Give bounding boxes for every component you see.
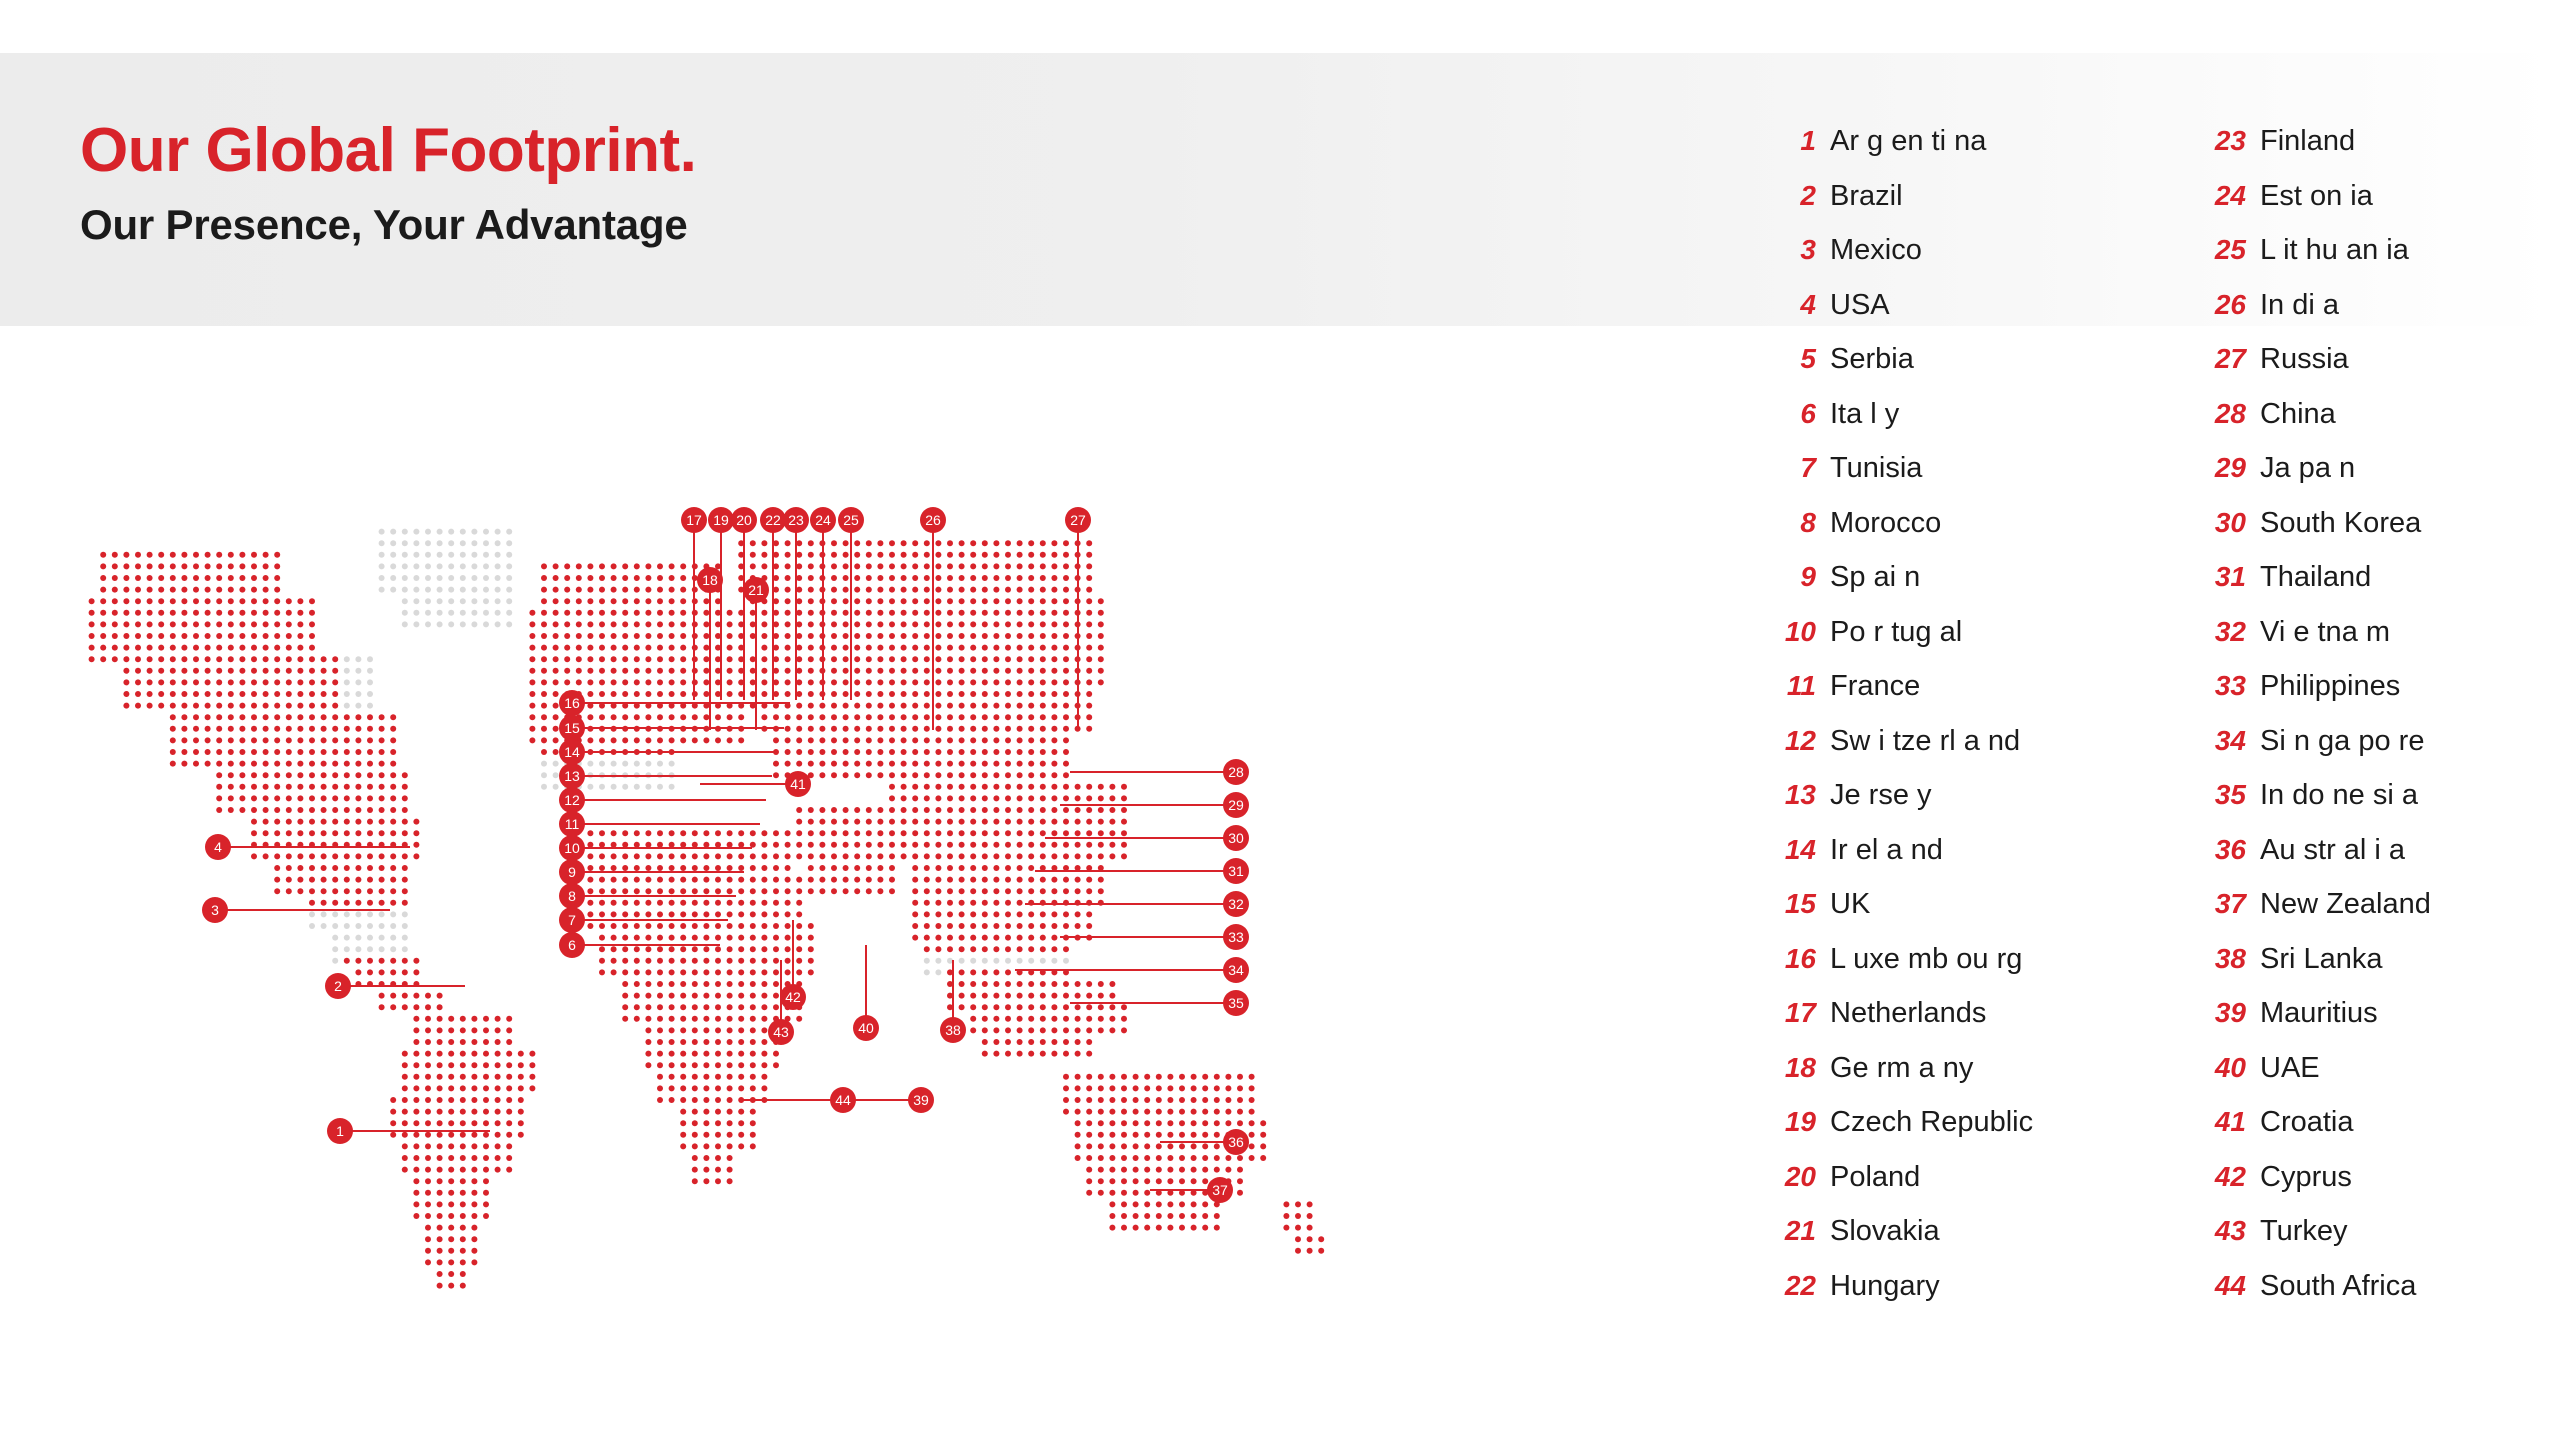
legend-item-label: Ita l y bbox=[1830, 397, 1900, 430]
legend-item-label: Serbia bbox=[1830, 343, 1914, 375]
legend-column-1 bbox=[1770, 125, 2033, 1324]
legend-item-label: Mexico bbox=[1830, 234, 1922, 266]
map-marker-number: 18 bbox=[702, 572, 718, 588]
legend-item-label: USA bbox=[1830, 288, 1890, 321]
legend-item-label: Po r tug al bbox=[1830, 615, 1963, 648]
legend-item-number: 7 bbox=[1800, 452, 1816, 483]
header-text-block bbox=[80, 118, 696, 249]
map-marker-number: 14 bbox=[564, 744, 580, 760]
legend-item-label: China bbox=[2260, 397, 2336, 430]
map-marker-number: 36 bbox=[1228, 1134, 1244, 1150]
legend-item-number: 15 bbox=[1784, 888, 1816, 919]
legend-item bbox=[2200, 180, 2431, 224]
legend-item bbox=[2200, 398, 2431, 442]
legend-item bbox=[1770, 343, 2033, 387]
map-marker-number: 13 bbox=[564, 768, 580, 784]
map-marker-number: 6 bbox=[568, 937, 576, 953]
map-marker[interactable] bbox=[743, 577, 769, 603]
legend-item-number: 30 bbox=[2214, 506, 2246, 538]
legend-item-number: 14 bbox=[1784, 833, 1816, 865]
legend-item-label: France bbox=[1830, 670, 1921, 702]
map-marker[interactable] bbox=[1223, 792, 1249, 818]
country-legend bbox=[1770, 125, 2530, 1325]
legend-item-label: Thailand bbox=[2260, 561, 2372, 593]
legend-item-number: 40 bbox=[2214, 1051, 2246, 1083]
legend-item-label: South Africa bbox=[2260, 1269, 2417, 1302]
map-marker-number: 26 bbox=[925, 512, 941, 528]
map-marker[interactable] bbox=[838, 507, 864, 533]
legend-item bbox=[1770, 234, 2033, 278]
legend-item-label: Vi e tna m bbox=[2260, 615, 2391, 648]
map-marker-number: 30 bbox=[1228, 830, 1244, 846]
map-marker-number: 2 bbox=[334, 978, 342, 994]
map-marker[interactable] bbox=[731, 507, 757, 533]
map-marker-number: 42 bbox=[785, 989, 801, 1005]
legend-item-number: 12 bbox=[1784, 724, 1816, 756]
legend-item-label: Ar g en ti na bbox=[1830, 125, 1987, 157]
world-map-svg bbox=[60, 400, 1760, 1300]
map-marker-number: 35 bbox=[1228, 995, 1244, 1011]
map-marker[interactable] bbox=[708, 507, 734, 533]
map-marker-number: 3 bbox=[211, 902, 219, 918]
legend-item bbox=[2200, 1161, 2431, 1205]
legend-item-label: In do ne si a bbox=[2260, 779, 2418, 811]
legend-item-label: Au str al i a bbox=[2260, 833, 2406, 866]
legend-item-number: 27 bbox=[2214, 343, 2246, 374]
map-marker[interactable] bbox=[785, 771, 811, 797]
legend-item bbox=[1770, 1161, 2033, 1205]
legend-item-number: 11 bbox=[1786, 670, 1816, 701]
legend-item bbox=[2200, 1270, 2431, 1314]
map-marker[interactable] bbox=[853, 1015, 879, 1041]
legend-item bbox=[1770, 1215, 2033, 1259]
map-marker-number: 41 bbox=[790, 776, 806, 792]
legend-item-number: 20 bbox=[1784, 1160, 1816, 1192]
map-marker[interactable] bbox=[559, 883, 585, 909]
legend-item-label: Sri Lanka bbox=[2260, 942, 2383, 975]
map-marker[interactable] bbox=[327, 1118, 353, 1144]
legend-item-number: 6 bbox=[1800, 397, 1816, 429]
legend-item bbox=[1770, 180, 2033, 224]
map-marker[interactable] bbox=[810, 507, 836, 533]
map-marker[interactable] bbox=[1223, 858, 1249, 884]
legend-item-number: 1 bbox=[1800, 125, 1816, 156]
map-marker[interactable] bbox=[559, 932, 585, 958]
map-marker[interactable] bbox=[1223, 990, 1249, 1016]
legend-item-number: 9 bbox=[1800, 561, 1816, 592]
map-marker-number: 16 bbox=[564, 695, 580, 711]
map-marker[interactable] bbox=[783, 507, 809, 533]
map-marker-number: 17 bbox=[686, 512, 702, 528]
map-marker-number: 12 bbox=[564, 792, 580, 808]
legend-item bbox=[1770, 834, 2033, 878]
map-marker[interactable] bbox=[559, 715, 585, 741]
legend-item-number: 5 bbox=[1800, 343, 1816, 374]
legend-item bbox=[1770, 670, 2033, 714]
legend-item bbox=[1770, 289, 2033, 333]
legend-item bbox=[2200, 779, 2431, 823]
legend-item-number: 18 bbox=[1784, 1051, 1816, 1083]
map-marker-number: 39 bbox=[913, 1092, 929, 1108]
map-marker-number: 8 bbox=[568, 888, 576, 904]
page-subtitle: Our Presence, Your Advantage bbox=[80, 201, 688, 249]
legend-item bbox=[1770, 1106, 2033, 1150]
legend-item-label: Netherlands bbox=[1830, 997, 1987, 1029]
legend-item-number: 4 bbox=[1800, 288, 1816, 320]
map-marker-number: 33 bbox=[1228, 929, 1244, 945]
legend-item-label: Hungary bbox=[1830, 1269, 1940, 1302]
legend-item-label: L it hu an ia bbox=[2260, 234, 2409, 266]
legend-item-number: 34 bbox=[2214, 724, 2246, 756]
map-marker[interactable] bbox=[559, 811, 585, 837]
map-marker-number: 27 bbox=[1070, 512, 1086, 528]
legend-item-number: 29 bbox=[2214, 452, 2246, 483]
map-marker[interactable] bbox=[559, 763, 585, 789]
legend-item-label: Ir el a nd bbox=[1830, 833, 1943, 866]
map-marker-number: 29 bbox=[1228, 797, 1244, 813]
legend-item bbox=[1770, 616, 2033, 660]
map-marker[interactable] bbox=[940, 1017, 966, 1043]
legend-item-number: 8 bbox=[1800, 506, 1816, 538]
legend-item-label: UAE bbox=[2260, 1051, 2320, 1084]
legend-item bbox=[1770, 779, 2033, 823]
map-marker[interactable] bbox=[1223, 759, 1249, 785]
legend-item bbox=[2200, 1215, 2431, 1259]
map-marker-number: 37 bbox=[1212, 1182, 1228, 1198]
map-marker[interactable] bbox=[1223, 957, 1249, 983]
map-marker[interactable] bbox=[1065, 507, 1091, 533]
map-marker-number: 1 bbox=[336, 1123, 344, 1139]
legend-item-label: Philippines bbox=[2260, 670, 2401, 702]
map-dots-active bbox=[89, 540, 1325, 1288]
legend-item bbox=[2200, 616, 2431, 660]
legend-item-label: Mauritius bbox=[2260, 997, 2378, 1029]
legend-item bbox=[1770, 997, 2033, 1041]
map-marker[interactable] bbox=[202, 897, 228, 923]
map-marker[interactable] bbox=[681, 507, 707, 533]
map-marker-number: 32 bbox=[1228, 896, 1244, 912]
legend-item-label: Czech Republic bbox=[1830, 1106, 2034, 1138]
legend-item bbox=[1770, 888, 2033, 932]
map-marker[interactable] bbox=[559, 690, 585, 716]
map-marker-number: 20 bbox=[736, 512, 752, 528]
legend-item bbox=[2200, 834, 2431, 878]
legend-item-label: L uxe mb ou rg bbox=[1830, 942, 2023, 975]
legend-item bbox=[1770, 452, 2033, 496]
legend-item-label: Slovakia bbox=[1830, 1215, 1940, 1247]
map-marker[interactable] bbox=[768, 1019, 794, 1045]
map-marker-number: 25 bbox=[843, 512, 859, 528]
legend-item-label: Poland bbox=[1830, 1160, 1921, 1193]
legend-item-label: Je rse y bbox=[1830, 779, 1932, 811]
legend-item bbox=[2200, 507, 2431, 551]
legend-item bbox=[1770, 398, 2033, 442]
map-marker[interactable] bbox=[1223, 924, 1249, 950]
legend-item-number: 39 bbox=[2214, 997, 2246, 1028]
legend-item-label: Cyprus bbox=[2260, 1160, 2352, 1193]
map-marker-number: 19 bbox=[713, 512, 729, 528]
legend-item bbox=[1770, 507, 2033, 551]
legend-item-label: Est on ia bbox=[2260, 179, 2373, 212]
map-marker-number: 23 bbox=[788, 512, 804, 528]
map-marker-number: 21 bbox=[748, 582, 764, 598]
legend-item-label: New Zealand bbox=[2260, 888, 2431, 920]
legend-item bbox=[1770, 943, 2033, 987]
map-marker[interactable] bbox=[920, 507, 946, 533]
legend-item-number: 19 bbox=[1784, 1106, 1816, 1137]
legend-column-2 bbox=[2200, 125, 2431, 1324]
legend-item-label: Si n ga po re bbox=[2260, 724, 2425, 757]
legend-item-label: Brazil bbox=[1830, 179, 1903, 212]
legend-item bbox=[2200, 725, 2431, 769]
legend-item bbox=[2200, 561, 2431, 605]
legend-item bbox=[1770, 725, 2033, 769]
legend-item-number: 28 bbox=[2214, 397, 2246, 429]
legend-item bbox=[1770, 561, 2033, 605]
map-marker-number: 34 bbox=[1228, 962, 1244, 978]
legend-item-label: Tunisia bbox=[1830, 452, 1923, 484]
legend-item-label: Russia bbox=[2260, 343, 2349, 375]
map-marker-number: 28 bbox=[1228, 764, 1244, 780]
legend-item-number: 23 bbox=[2214, 125, 2246, 156]
legend-item-label: Sw i tze rl a nd bbox=[1830, 724, 2021, 757]
legend-item-number: 31 bbox=[2214, 561, 2246, 592]
map-marker[interactable] bbox=[205, 834, 231, 860]
map-marker-number: 40 bbox=[858, 1020, 874, 1036]
map-marker-number: 7 bbox=[568, 912, 576, 928]
map-marker[interactable] bbox=[697, 567, 723, 593]
map-marker[interactable] bbox=[559, 739, 585, 765]
legend-item-number: 44 bbox=[2214, 1269, 2246, 1301]
legend-item-number: 35 bbox=[2214, 779, 2246, 810]
legend-item-number: 32 bbox=[2214, 615, 2246, 647]
legend-item-label: Turkey bbox=[2260, 1215, 2348, 1247]
legend-item-number: 2 bbox=[1800, 179, 1816, 211]
map-marker-number: 22 bbox=[765, 512, 781, 528]
legend-item-number: 22 bbox=[1784, 1269, 1816, 1301]
legend-item bbox=[2200, 888, 2431, 932]
page-title: Our Global Footprint. bbox=[80, 116, 697, 185]
map-marker[interactable] bbox=[1223, 825, 1249, 851]
legend-item bbox=[1770, 1270, 2033, 1314]
legend-item-label: Ja pa n bbox=[2260, 452, 2356, 484]
map-marker[interactable] bbox=[1223, 1129, 1249, 1155]
legend-item-number: 43 bbox=[2214, 1215, 2246, 1246]
legend-item bbox=[1770, 125, 2033, 169]
map-marker-number: 24 bbox=[815, 512, 831, 528]
legend-item-number: 3 bbox=[1800, 234, 1816, 265]
map-marker[interactable] bbox=[830, 1087, 856, 1113]
legend-item-label: UK bbox=[1830, 888, 1871, 920]
legend-item-label: Croatia bbox=[2260, 1106, 2354, 1138]
legend-item-label: Finland bbox=[2260, 125, 2356, 157]
map-marker-number: 4 bbox=[214, 839, 222, 855]
legend-item-number: 10 bbox=[1784, 615, 1816, 647]
legend-item-number: 26 bbox=[2214, 288, 2246, 320]
legend-item-number: 42 bbox=[2214, 1160, 2246, 1192]
map-marker-number: 43 bbox=[773, 1024, 789, 1040]
map-marker-number: 31 bbox=[1228, 863, 1244, 879]
legend-item-number: 25 bbox=[2214, 234, 2246, 265]
legend-item bbox=[2200, 997, 2431, 1041]
legend-item-number: 21 bbox=[1784, 1215, 1816, 1246]
legend-item bbox=[2200, 943, 2431, 987]
legend-item-number: 37 bbox=[2214, 888, 2246, 919]
legend-item bbox=[2200, 234, 2431, 278]
legend-item bbox=[1770, 1052, 2033, 1096]
legend-item bbox=[2200, 452, 2431, 496]
map-marker-number: 38 bbox=[945, 1022, 961, 1038]
legend-item bbox=[2200, 1106, 2431, 1150]
map-marker[interactable] bbox=[559, 859, 585, 885]
legend-item-number: 24 bbox=[2214, 179, 2246, 211]
map-marker[interactable] bbox=[1223, 891, 1249, 917]
map-marker-number: 10 bbox=[564, 840, 580, 856]
legend-item-number: 36 bbox=[2214, 833, 2246, 865]
legend-item-number: 38 bbox=[2214, 942, 2246, 974]
map-marker-number: 44 bbox=[835, 1092, 851, 1108]
legend-item bbox=[2200, 343, 2431, 387]
legend-item bbox=[2200, 125, 2431, 169]
legend-item-label: Sp ai n bbox=[1830, 561, 1921, 593]
world-map bbox=[60, 400, 1760, 1300]
legend-item-label: Ge rm a ny bbox=[1830, 1051, 1974, 1084]
legend-item-number: 16 bbox=[1784, 942, 1816, 974]
legend-item-number: 13 bbox=[1784, 779, 1816, 810]
map-marker[interactable] bbox=[559, 835, 585, 861]
map-marker-number: 15 bbox=[564, 720, 580, 736]
map-marker[interactable] bbox=[908, 1087, 934, 1113]
map-marker[interactable] bbox=[325, 973, 351, 999]
legend-item-label: In di a bbox=[2260, 288, 2339, 321]
legend-item-number: 41 bbox=[2214, 1106, 2246, 1137]
map-marker-number: 11 bbox=[564, 816, 580, 832]
map-marker[interactable] bbox=[780, 984, 806, 1010]
map-marker[interactable] bbox=[559, 787, 585, 813]
legend-item-number: 17 bbox=[1784, 997, 1816, 1028]
map-marker-number: 9 bbox=[568, 864, 576, 880]
map-marker[interactable] bbox=[1207, 1177, 1233, 1203]
legend-item bbox=[2200, 289, 2431, 333]
legend-item bbox=[2200, 670, 2431, 714]
legend-item bbox=[2200, 1052, 2431, 1096]
legend-item-number: 33 bbox=[2214, 670, 2246, 701]
legend-item-label: Morocco bbox=[1830, 506, 1942, 539]
map-marker[interactable] bbox=[760, 507, 786, 533]
map-marker[interactable] bbox=[559, 907, 585, 933]
legend-item-label: South Korea bbox=[2260, 506, 2422, 539]
